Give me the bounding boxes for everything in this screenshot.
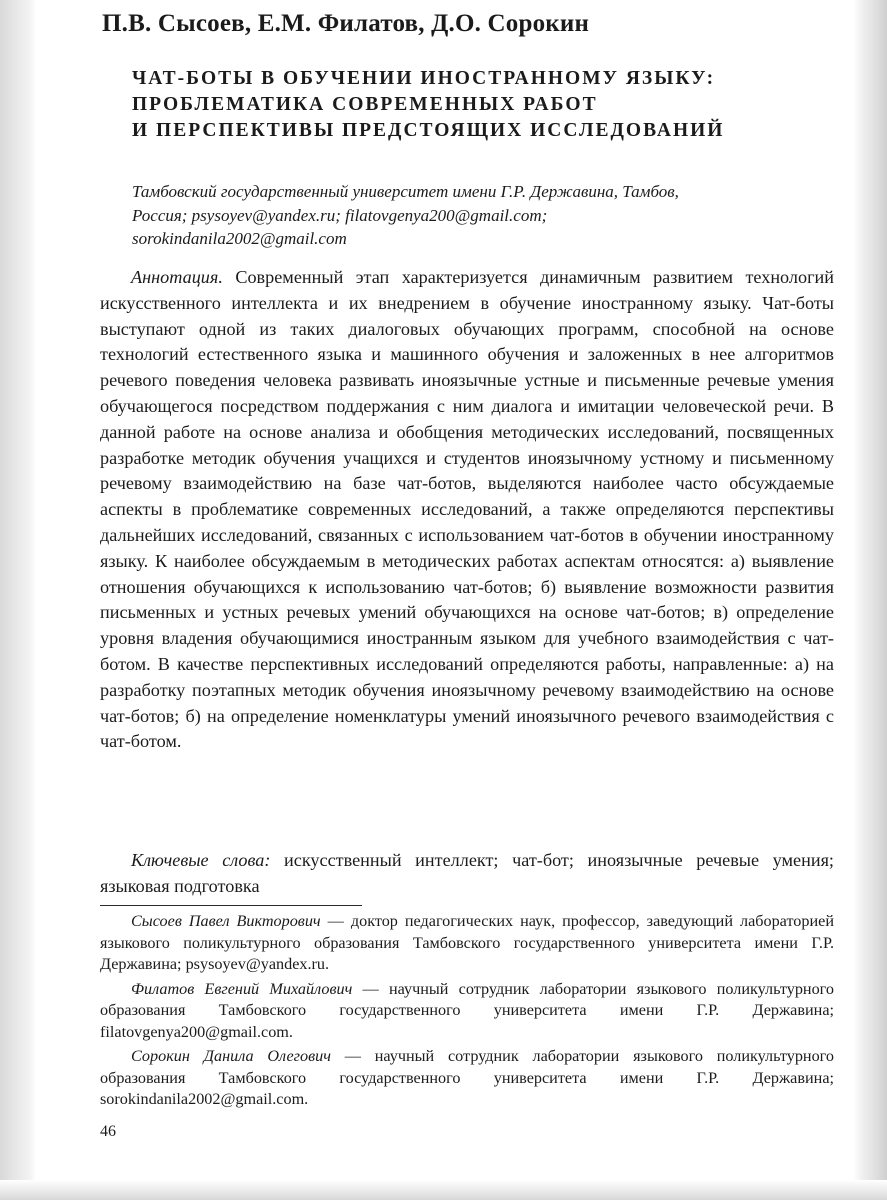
footnote-item xyxy=(100,911,834,976)
abstract-label: Аннотация. xyxy=(131,267,223,287)
abstract-text: Современный этап характеризуется динамичным развитием технологий искусственного интеллекта и их внедрением в обучение иностранному языку. Чат-боты выступают одной из таких диалоговых обучающих программ, способной на основе технологий естественного языка и машинного обучения и заложенных в нее алгоритмов речевого поведения человека развивать иноязычные устные и письменные речевые умения обучающегося посредством поддержания с ним диалога и имитации человеческой речи. В данной работе на основе анализа и обобщения методических исследований, посвященных разработке методик обучения учащихся и студентов иноязычному устному и письменному речевому взаимодействию на базе чат-ботов, выделяются наиболее часто обсуждаемые аспекты в проблематике современных исследований, а также определяются перспективы дальнейших исследований, связанных с использованием чат-ботов в обучении иностранному языку. К наиболее обсуждаемым в методических работах аспектам относятся: а) выявление отношения обучающихся к использованию чат-ботов; б) выявление возможности развития письменных и устных речевых умений обучающихся на основе чат-ботов; в) определение уровня владения обучающимися иностранным языком для учебного взаимодействия с чат-ботом. В качестве перспективных исследований определяются работы, направленные: а) на разработку поэтапных методик обучения иноязычному речевому взаимодействию на основе чат-ботов; б) на определение номенклатуры умений иноязычного речевого взаимодействия с чат-ботом. xyxy=(100,267,835,752)
keywords-paragraph xyxy=(100,848,834,900)
footnote-author-name: Сысоев Павел Викторович xyxy=(131,912,321,930)
affiliation-line-3: sorokindanila2002@gmail.com xyxy=(132,229,347,248)
keywords-text: искусственный интеллект; чат-бот; иноязычные речевые умения; языковая подготовка xyxy=(100,850,834,896)
footnote-author-info: — научный сотрудник лаборатории языкового поликультурного образования Тамбовского государственного университета имени Г.Р. Державина; filatovgenya200@gmail.com. xyxy=(100,979,834,1041)
affiliation xyxy=(132,180,834,251)
title-line-3: И ПЕРСПЕКТИВЫ ПРЕДСТОЯЩИХ ИССЛЕДОВАНИЙ xyxy=(132,120,725,141)
keywords-label: Ключевые слова: xyxy=(131,850,271,870)
footnote-item xyxy=(100,979,834,1044)
author-footnotes xyxy=(100,911,834,1114)
footnote-author-name: Сорокин Данила Олегович xyxy=(131,1047,331,1065)
affiliation-line-1: Тамбовский государственный университет имени Г.Р. Державина, Тамбов, xyxy=(132,182,679,201)
footnote-divider xyxy=(100,905,362,906)
page-edge-shadow-right xyxy=(853,0,887,1200)
page-edge-shadow-bottom xyxy=(0,1180,887,1200)
page-number: 46 xyxy=(100,1123,116,1140)
abstract-paragraph xyxy=(100,265,834,755)
title-line-2: ПРОБЛЕМАТИКА СОВРЕМЕННЫХ РАБОТ xyxy=(132,94,598,115)
footnote-author-info: — доктор педагогических наук, профессор, заведующий лабораторией языкового поликультурного образования Тамбовского государственного университета имени Г.Р. Державина; psysoyev@yandex.ru. xyxy=(100,912,835,973)
authors-line: П.В. Сысоев, Е.М. Филатов, Д.О. Сорокин xyxy=(102,10,590,37)
article-title xyxy=(132,66,832,144)
footnote-author-name: Филатов Евгений Михайлович xyxy=(131,979,353,998)
title-line-1: ЧАТ-БОТЫ В ОБУЧЕНИИ ИНОСТРАННОМУ ЯЗЫКУ: xyxy=(132,68,716,89)
footnote-item xyxy=(100,1046,834,1111)
footnote-author-info: — научный сотрудник лаборатории языкового поликультурного образования Тамбовского государственного университета имени Г.Р. Державина; sorokindanila2002@gmail.com. xyxy=(100,1047,834,1108)
affiliation-line-2: Россия; psysoyev@yandex.ru; filatovgenya200@gmail.com; xyxy=(132,205,548,225)
page-edge-shadow-left xyxy=(0,0,36,1200)
